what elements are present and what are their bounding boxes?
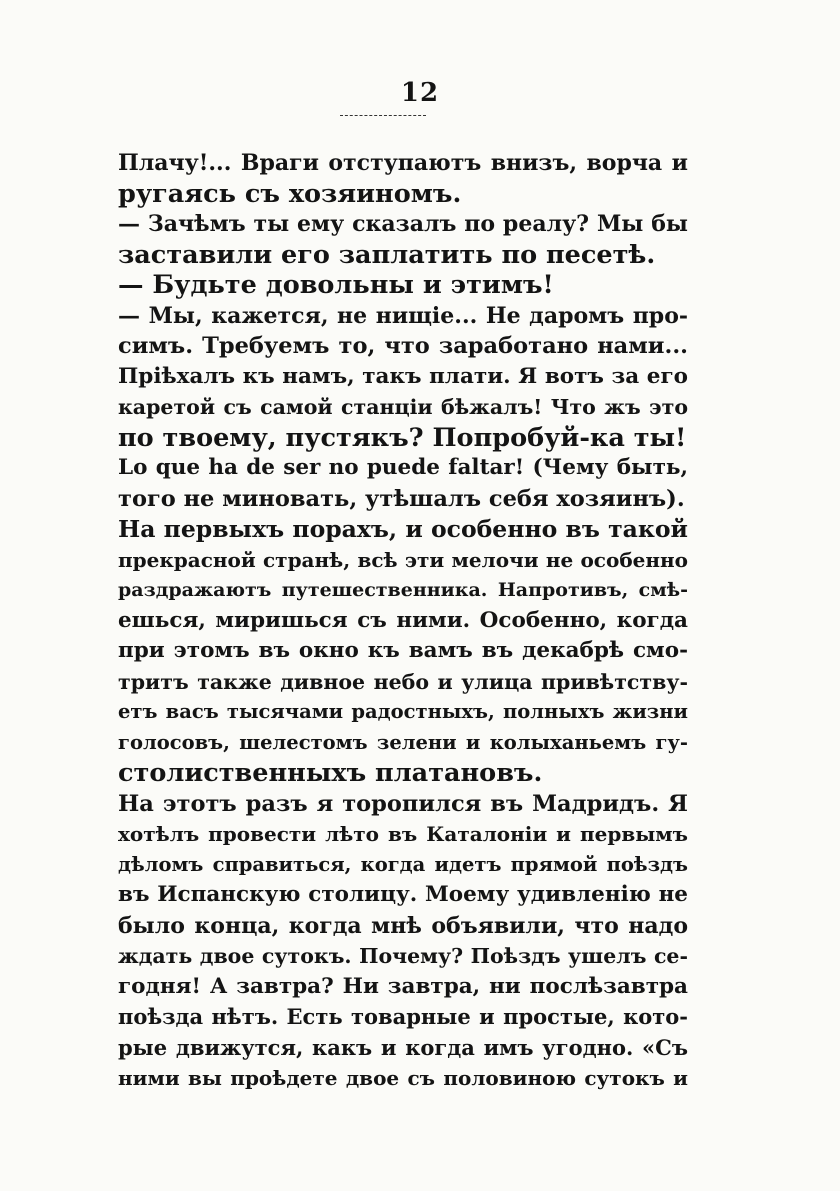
text-line: — Будьте довольны и этимъ! <box>118 270 554 300</box>
text-line: Плачу!... Враги отступаютъ внизъ, ворча и <box>118 150 688 176</box>
header-rule <box>340 115 426 116</box>
text-line: — Зачѣмъ ты ему сказалъ по реалу? Мы бы <box>118 211 688 237</box>
text-line: ешься, миришься съ ними. Особенно, когда <box>118 607 688 633</box>
text-line: годня! А завтра? Ни завтра, ни послѣзавтра <box>118 973 688 999</box>
text-line: симъ. Требуемъ то, что заработано нами... <box>118 333 688 359</box>
text-line: столиственныхъ платановъ. <box>118 758 543 788</box>
text-line: дѣломъ справиться, когда идетъ прямой поѣздъ <box>118 852 688 876</box>
text-line: хотѣлъ провести лѣто въ Каталоніи и первымъ <box>118 822 688 846</box>
page-body <box>118 148 688 1094</box>
text-line: было конца, когда мнѣ объявили, что надо <box>118 912 688 939</box>
text-line: ждать двое сутокъ. Почему? Поѣздъ ушелъ се- <box>118 944 688 968</box>
text-line: На первыхъ порахъ, и особенно въ такой <box>118 515 688 543</box>
text-line: На этотъ разъ я торопился въ Мадридъ. Я <box>118 790 688 817</box>
text-line: заставили его заплатить по песетѣ. <box>118 239 656 270</box>
text-line: въ Испанскую столицу. Моему удивленію не <box>118 882 688 907</box>
text-line: — Мы, кажется, не нищіе... Не даромъ про- <box>118 302 688 329</box>
text-line: рые движутся, какъ и когда имъ угодно. «Съ <box>118 1034 688 1060</box>
text-line: Пріѣхалъ къ намъ, такъ плати. Я вотъ за его <box>118 363 688 389</box>
text-line: ними вы проѣдете двое съ половиною сутокъ и <box>118 1066 688 1090</box>
text-line: раздражаютъ путешественника. Напротивъ, смѣ- <box>118 579 688 601</box>
text-line: поѣзда нѣтъ. Есть товарные и простые, кото- <box>118 1004 688 1029</box>
text-line: Lo que ha de ser no puede faltar! (Чему быть, <box>118 455 688 480</box>
text-line: голосовъ, шелестомъ зелени и колыханьемъ гу- <box>118 730 688 754</box>
text-line: прекрасной странѣ, всѣ эти мелочи не особенно <box>118 547 688 572</box>
text-line: ругаясь съ хозяиномъ. <box>118 178 462 209</box>
page-number: 12 <box>400 78 440 108</box>
text-line: того не миновать, утѣшалъ себя хозяинъ). <box>118 485 685 512</box>
text-line: етъ васъ тысячами радостныхъ, полныхъ жизни <box>118 700 688 723</box>
text-line: при этомъ въ окно къ вамъ въ декабрѣ смо- <box>118 638 688 663</box>
text-line: каретой съ самой станціи бѣжалъ! Что жъ это <box>118 395 688 419</box>
text-line: тритъ также дивное небо и улица привѣтству- <box>118 669 688 694</box>
text-line: по твоему, пустякъ? Попробуй-ка ты! <box>118 422 687 453</box>
